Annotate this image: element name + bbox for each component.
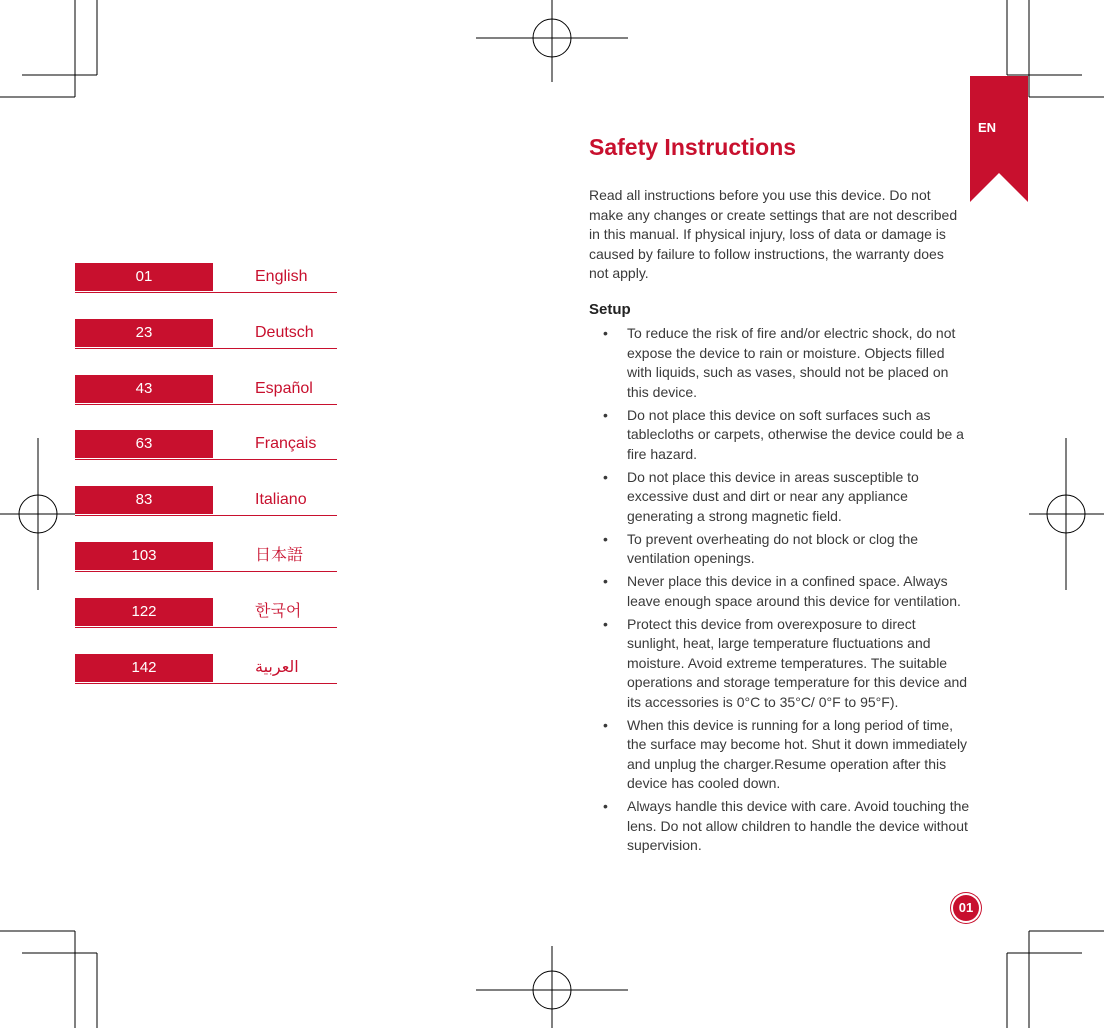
- bullet-item: [589, 797, 971, 856]
- language-index: [75, 263, 337, 709]
- bullet-icon: •: [603, 615, 608, 632]
- section-title: Safety Instructions: [589, 134, 797, 160]
- bullet-icon: •: [603, 406, 608, 423]
- toc-row-korean[interactable]: [75, 598, 337, 628]
- bullet-text: Never place this device in a confined space. Always leave enough space around this device for ventilation.: [627, 573, 961, 609]
- toc-page-number: 122: [75, 598, 213, 626]
- language-ribbon-tab: [970, 76, 1028, 202]
- toc-page-number: 83: [75, 486, 213, 514]
- bullet-item: [589, 406, 971, 465]
- bullet-item: [589, 530, 971, 569]
- intro-paragraph: Read all instructions before you use this device. Do not make any changes or create settings that are not described in this manual. If physical injury, loss of data or damage is caused by failure to follow instructions, the warranty does not apply.: [589, 187, 958, 281]
- toc-row-espanol[interactable]: [75, 375, 337, 405]
- bullet-text: To prevent overheating do not block or clog the ventilation openings.: [627, 530, 919, 566]
- toc-row-english[interactable]: [75, 263, 337, 293]
- toc-page-number: 103: [75, 542, 213, 570]
- bullet-icon: •: [603, 325, 608, 341]
- bullet-text: Do not place this device on soft surfaces such as tablecloths or carpets, otherwise the device could be a fire hazard.: [627, 406, 964, 462]
- toc-language: Deutsch: [255, 323, 314, 341]
- bullet-item: [589, 716, 971, 794]
- ribbon-label: EN: [977, 120, 997, 135]
- toc-row-arabic[interactable]: [75, 654, 337, 684]
- toc-language: 한국어: [255, 602, 302, 620]
- bullet-item: [589, 615, 971, 713]
- page-number-badge: 01: [953, 895, 979, 921]
- toc-row-japanese[interactable]: [75, 542, 337, 572]
- toc-language: العربية: [255, 658, 299, 676]
- toc-page-number: 63: [75, 430, 213, 458]
- bullet-item: [589, 468, 971, 527]
- toc-language: English: [255, 268, 308, 285]
- toc-page-number: 01: [75, 263, 213, 291]
- toc-row-deutsch[interactable]: [75, 319, 337, 349]
- toc-page-number: 142: [75, 654, 213, 682]
- toc-page-number: 23: [75, 319, 213, 347]
- toc-row-italiano[interactable]: [75, 486, 337, 516]
- toc-language: 日本語: [255, 546, 304, 564]
- bullet-icon: •: [603, 468, 608, 485]
- bullet-icon: •: [603, 573, 608, 589]
- bullet-item: [589, 572, 971, 611]
- bullet-icon: •: [603, 798, 608, 814]
- setup-bullet-list: [589, 324, 971, 859]
- bullet-text: To reduce the risk of fire and/or electric shock, do not expose the device to rain or moisture. Objects filled with liquids, such as vases, should not be placed on this device.: [627, 325, 956, 400]
- toc-language: Italiano: [255, 491, 307, 509]
- bullet-text: Always handle this device with care. Avoid touching the lens. Do not allow children to handle the device without supervision.: [627, 798, 970, 853]
- bullet-text: Protect this device from overexposure to direct sunlight, heat, large temperature fluctuations and moisture. Avoid extreme temperatures. The suitable operations and storage temperature for this device and its accessories is 0°C to 35°C/ 0°F to 95°F).: [627, 615, 968, 710]
- bullet-text: Do not place this device in areas susceptible to excessive dust and dirt or near any appliance generating a strong magnetic field.: [627, 468, 919, 524]
- bullet-icon: •: [603, 530, 608, 547]
- toc-row-francais[interactable]: [75, 430, 337, 460]
- toc-language: Français: [255, 435, 317, 453]
- toc-language: Español: [255, 379, 313, 397]
- toc-page-number: 43: [75, 375, 213, 403]
- setup-heading: Setup: [589, 301, 631, 318]
- bullet-icon: •: [603, 716, 608, 733]
- bullet-text: When this device is running for a long period of time, the surface may become hot. Shut it down immediately and unplug the charger.Resume operation after this device has cooled down.: [627, 716, 968, 791]
- bullet-item: [589, 324, 971, 402]
